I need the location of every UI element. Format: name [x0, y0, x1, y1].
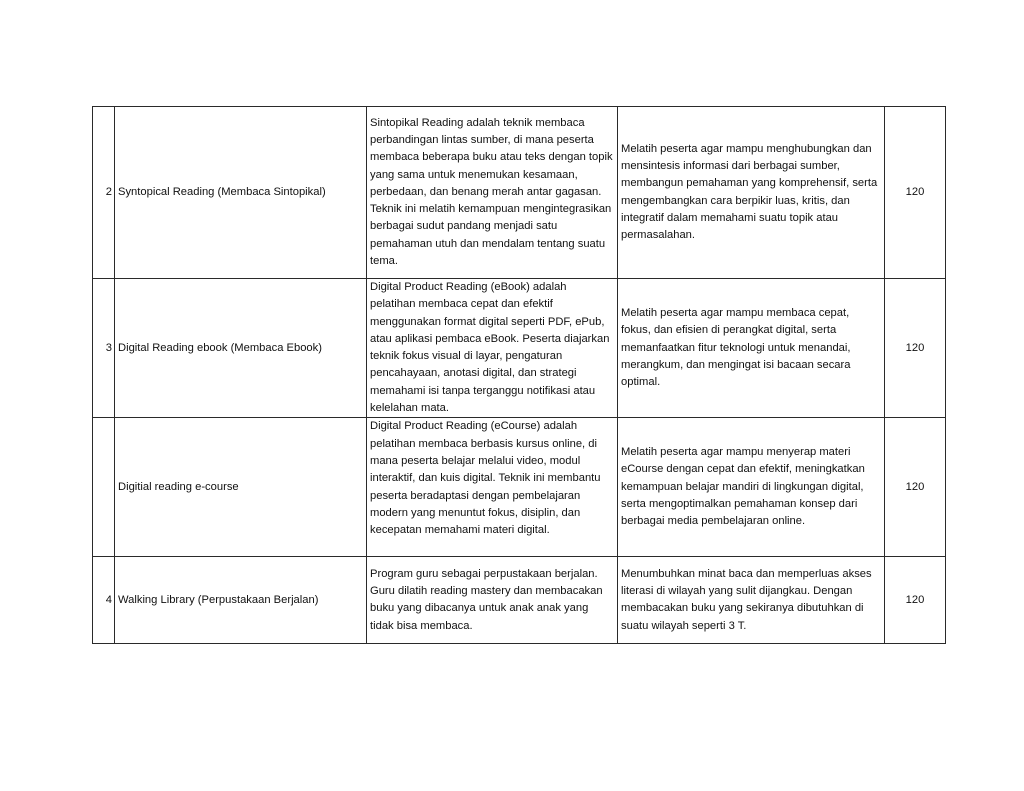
- row-number: 3: [93, 279, 115, 418]
- program-description: Program guru sebagai perpustakaan berjalan. Guru dilatih reading mastery dan membacakan buku yang dibacanya untuk anak anak yang tidak bisa membaca.: [367, 557, 618, 644]
- program-objective: Melatih peserta agar mampu menghubungkan dan mensintesis informasi dari berbagai sumber, membangun pemahaman yang komprehensif, serta mengembangkan cara berpikir luas, kritis, dan integratif dalam memahami suatu topik atau permasalahan.: [618, 107, 885, 279]
- row-number: 4: [93, 557, 115, 644]
- program-objective: Melatih peserta agar mampu menyerap materi eCourse dengan cepat dan efektif, meningkatkan kemampuan belajar mandiri di lingkungan digital, serta mengoptimalkan pemahaman konsep dari berbagai media pembelajaran online.: [618, 418, 885, 557]
- program-name: Digital Reading ebook (Membaca Ebook): [115, 279, 367, 418]
- program-table: [92, 106, 946, 644]
- row-number: [93, 418, 115, 557]
- program-duration: 120: [885, 418, 946, 557]
- table-row: [93, 557, 946, 644]
- program-name: Walking Library (Perpustakaan Berjalan): [115, 557, 367, 644]
- program-duration: 120: [885, 557, 946, 644]
- program-description: Digital Product Reading (eCourse) adalah pelatihan membaca berbasis kursus online, di mana peserta belajar melalui video, modul interaktif, dan kuis digital. Teknik ini membantu peserta beradaptasi dengan pembelajaran modern yang menuntut fokus, disiplin, dan kecepatan memahami materi digital.: [367, 418, 618, 557]
- row-number: 2: [93, 107, 115, 279]
- program-duration: 120: [885, 107, 946, 279]
- program-name: Digitial reading e-course: [115, 418, 367, 557]
- program-objective: Melatih peserta agar mampu membaca cepat, fokus, dan efisien di perangkat digital, serta memanfaatkan fitur teknologi untuk menandai, merangkum, dan mengingat isi bacaan secara optimal.: [618, 279, 885, 418]
- table-row: [93, 418, 946, 557]
- table-row: [93, 279, 946, 418]
- table-row: [93, 107, 946, 279]
- program-description: Sintopikal Reading adalah teknik membaca perbandingan lintas sumber, di mana peserta membaca beberapa buku atau teks dengan topik yang sama untuk menemukan kesamaan, perbedaan, dan benang merah antar gagasan. Teknik ini melatih kemampuan mengintegrasikan berbagai sudut pandang menjadi satu pemahaman utuh dan mendalam tentang suatu tema.: [367, 107, 618, 279]
- program-description: Digital Product Reading (eBook) adalah pelatihan membaca cepat dan efektif menggunakan format digital seperti PDF, ePub, atau aplikasi pembaca eBook. Peserta diajarkan teknik fokus visual di layar, pengaturan pencahayaan, anotasi digital, dan strategi memahami isi tanpa terganggu notifikasi atau kelelahan mata.: [367, 279, 618, 418]
- program-name: Syntopical Reading (Membaca Sintopikal): [115, 107, 367, 279]
- program-objective: Menumbuhkan minat baca dan memperluas akses literasi di wilayah yang sulit dijangkau. Dengan membacakan buku yang sekiranya dibutuhkan di suatu wilayah seperti 3 T.: [618, 557, 885, 644]
- program-duration: 120: [885, 279, 946, 418]
